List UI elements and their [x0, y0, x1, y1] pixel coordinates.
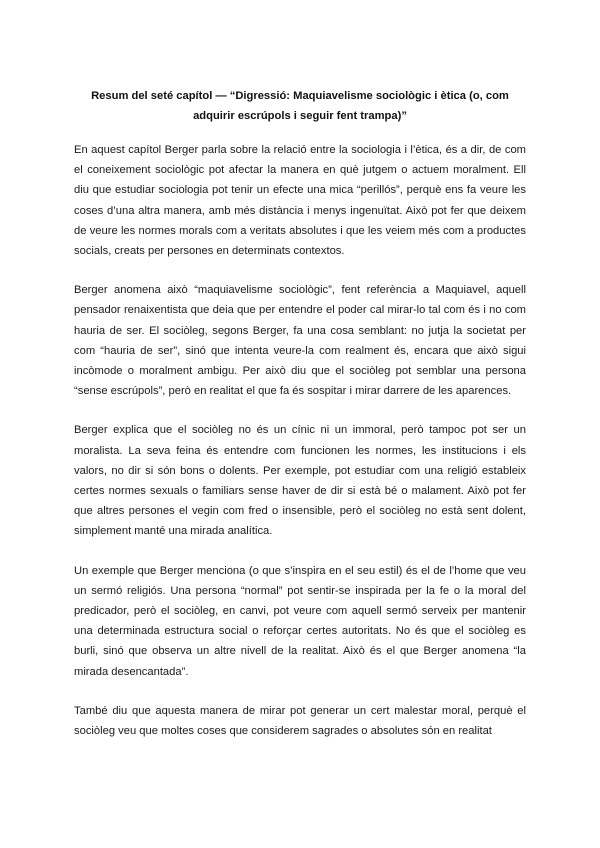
document-body	[74, 140, 526, 760]
paragraph-1: En aquest capítol Berger parla sobre la relació entre la sociologia i l’ètica, és a dir, de com el coneixement sociològic pot afectar la manera en què jutgem o actuem moralment. Ell diu que estudiar sociologia pot tenir un efecte una mica “perillós”, perquè ens fa veure les coses d’una altra manera, amb més distància i menys ingenuïtat. Això pot fer que deixem de veure les normes morals com a veritats absolutes i que les veiem més com a productes socials, creats per persones en determinats contextos.	[74, 144, 526, 258]
paragraph-2: Berger anomena això “maquiavelisme sociològic”, fent referència a Maquiavel, aquell pensador renaixentista que deia que per entendre el poder cal mirar-lo tal com és i no com hauria de ser. El sociòleg, segons Berger, fa una cosa semblant: no jutja la societat per com “hauria de ser”, sinó que intenta veure-la com realment és, encara que això sigui incòmode o moralment ambigu. Per això diu que el sociòleg pot semblar una persona “sense escrúpols”, però en realitat el que fa és sospitar i mirar darrere de les aparences.	[74, 284, 526, 398]
paragraph-5: També diu que aquesta manera de mirar pot generar un cert malestar moral, perquè el sociòleg veu que moltes coses que considerem sagrades o absolutes són en realitat	[74, 704, 526, 738]
paragraph-4: Un exemple que Berger menciona (o que s’inspira en el seu estil) és el de l’home que veu un sermó religiós. Una persona “normal” pot sentir-se inspirada per la fe o la moral del predicador, però el sociòleg, en canvi, pot veure com aquell sermó serveix per mantenir una determinada estructura social o reforçar certes autoritats. No és que el sociòleg es burli, sinó que observa un altre nivell de la realitat. Això és el que Berger anomena “la mirada desencantada”.	[74, 564, 526, 678]
document-title: Resum del seté capítol — “Digressió: Maquiavelisme sociològic i ètica (o, com adquirir escrúpols i seguir fent trampa)”	[91, 90, 509, 122]
paragraph-3: Berger explica que el sociòleg no és un cínic ni un immoral, però tampoc pot ser un moralista. La seva feina és entendre com funcionen les normes, les institucions i els valors, no dir si són bons o dolents. Per exemple, pot estudiar com una religió estableix certes normes sexuals o familiars sense haver de dir si està bé o malament. Això pot fer que altres persones el vegin com fred o insensible, però el sociòleg no està sent dolent, simplement manté una mirada analítica.	[74, 424, 526, 538]
